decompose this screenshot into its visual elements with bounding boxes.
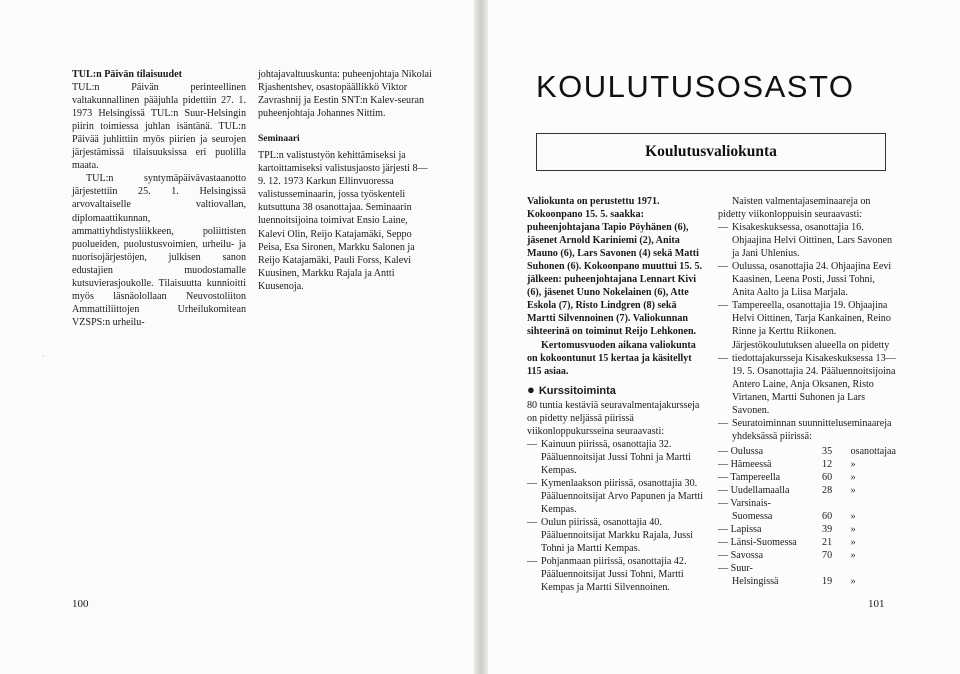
right-column-1 bbox=[527, 195, 707, 594]
table-row: — Hämeessä 12 » bbox=[718, 458, 856, 470]
page-number-right: 101 bbox=[868, 598, 885, 610]
org-training-list bbox=[718, 352, 896, 443]
committee-meetings: Kertomusvuoden aikana valiokunta on kokoontunut 15 kertaa ja käsitellyt 115 asiaa. bbox=[527, 339, 696, 377]
paragraph: johtajavaltuuskunta: puheenjohtaja Nikolai Rjashentshev, osastopäällikkö Viktor Zavrashnij ja Eestin SNT:n Kalev-seuran puheenjohtaja Johannes Nittim. bbox=[258, 69, 432, 120]
paragraph: Naisten valmentajaseminaareja on pidetty viikonloppuisin seuraavasti: bbox=[718, 196, 871, 221]
table-row: — Lapissa 39 » bbox=[718, 524, 856, 536]
right-column-2 bbox=[718, 195, 896, 588]
bullet-icon: ● bbox=[527, 381, 535, 397]
seminar-list bbox=[718, 221, 896, 338]
paragraph: TUL:n Päivän perinteellinen valtakunnallinen pääjuhla pidettiin 27. 1. 1973 Helsingissä TUL:n Suur-Helsingin piirin toimiessa juhlan isäntänä. TUL:n Päivää juhlittiin myös piirien ja seurojen järjestämissä tilaisuuksissa eri puolilla maata. bbox=[72, 82, 246, 172]
margin-mark: · bbox=[42, 352, 45, 361]
list-item: — Oulun piirissä, osanottajia 40. Pääluennoitsijat Markku Rajala, Jussi Tohni ja Martti Kempas. bbox=[527, 516, 707, 555]
book-gutter bbox=[474, 0, 488, 674]
course-list bbox=[527, 438, 707, 595]
paragraph: Järjestökoulutuksen alueella on pidetty bbox=[732, 339, 890, 351]
section-heading-seminar: Seminaari bbox=[258, 134, 300, 145]
list-item: — Kisakeskuksessa, osanottajia 16. Ohjaajina Helvi Oittinen, Lars Savonen ja Jani Uhlenius. bbox=[718, 221, 896, 260]
section-heading-tul-day: TUL:n Päivän tilaisuudet bbox=[72, 69, 182, 80]
table-row: — Uudellamaalla 28 » bbox=[718, 485, 856, 497]
paragraph: TPL:n valistustyön kehittämiseksi ja kartoittamiseksi valistusjaosto järjesti 8—9. 12. 1973 Karkun Ellinvuoressa valistusseminaarin, jossa työskenteli kutsuttuna 38 osanottajaa. Seminaarin luennoitsijoina toimivat Ensio Laine, Kalevi Olin, Reijo Katajamäki, Seppo Peisa, Esa Sironen, Markku Salonen ja Reijo Katajamäki, Pauli Forss, Kalevi Kuusinen, Markku Rajala ja Antti Kuusenoja. bbox=[258, 150, 428, 292]
table-row: — Suur- bbox=[718, 563, 753, 575]
left-column-1 bbox=[72, 68, 246, 329]
list-item: — Kainuun piirissä, osanottajia 32. Pääluennoitsijat Jussi Tohni ja Martti Kempas. bbox=[527, 438, 707, 477]
list-item: — Kymenlaakson piirissä, osanottajia 30. Pääluennoitsijat Arvo Papunen ja Martti Kempas. bbox=[527, 477, 707, 516]
section-title-box: Koulutusvaliokunta bbox=[536, 133, 886, 171]
table-row: — Savossa 70 » bbox=[718, 550, 856, 562]
left-page bbox=[0, 0, 478, 674]
list-item: — Seuratoiminnan suunnitteluseminaareja yhdeksässä piirissä: bbox=[718, 417, 896, 443]
list-item: — Oulussa, osanottajia 24. Ohjaajina Eevi Kaasinen, Leena Posti, Jussi Tohni, Anita Aalto ja Liisa Marjala. bbox=[718, 260, 896, 299]
page-title: KOULUTUSOSASTO bbox=[536, 69, 855, 104]
left-column-2 bbox=[258, 68, 433, 293]
list-item: — tiedottajakursseja Kisakeskuksessa 13—19. 5. Osanottajia 24. Pääluennoitsijoina Antero Laine, Anja Oksanen, Risto Virtanen, Martti Suhonen ja Lars Savonen. bbox=[718, 352, 896, 417]
table-row: Suomessa 60 » bbox=[732, 511, 856, 523]
table-row: Helsingissä 19 » bbox=[732, 576, 856, 588]
table-row: — Länsi-Suomessa 21 » bbox=[718, 537, 856, 549]
table-row: — Tampereella 60 » bbox=[718, 471, 856, 483]
table-row: — Oulussa 35 osanottajaa bbox=[718, 445, 896, 457]
participant-table bbox=[718, 445, 896, 589]
paragraph: TUL:n syntymäpäivävastaanotto järjestettiin 25. 1. Helsingissä arvovaltaiselle valtiovallan, diplomaattikunnan, ammattiyhdistysliikkeen, poliittisten puolueiden, puolustusvoimien, urheilu- ja nuorisojärjestöjen, julkisen sanon edustajien muodostamalle kutsuvierasjoukolle. Tilaisuutta kunnioitti myös läsnäolollaan Neuvostoliiton Ammattiliittojen Urheilukomitean VZSPS:n urheilu- bbox=[72, 173, 246, 328]
table-row: — Varsinais- bbox=[718, 498, 771, 510]
list-item: — Tampereella, osanottajia 19. Ohjaajina Helvi Oittinen, Tarja Kankainen, Reino Rinne ja Kerttu Riikonen. bbox=[718, 299, 896, 338]
section-heading-courses: ● Kurssitoiminta bbox=[527, 381, 616, 397]
page-number-left: 100 bbox=[72, 598, 89, 610]
committee-composition: Valiokunta on perustettu 1971. Kokoonpano 15. 5. saakka: puheenjohtajana Tapio Pöyhänen (6), jäsenet Arnold Kariniemi (2), Anita Mauno (6), Lars Savonen (4) sekä Matti Suhonen (6). Kokoonpano muuttui 15. 5. jälkeen: puheenjohtajana Lennart Kivi (6), jäsenet Uuno Nokelainen (6), Atte Eskola (7), Risto Lindgren (8) sekä Martti Silvennoinen (7). Valiokunnan sihteerinä on toiminut Reijo Lehkonen. bbox=[527, 196, 703, 338]
paragraph: 80 tuntia kestäviä seuravalmentajakursseja on pidetty neljässä piirissä viikonloppukursseina seuraavasti: bbox=[527, 399, 700, 437]
list-item: — Pohjanmaan piirissä, osanottajia 42. Pääluennoitsijat Jussi Tohni, Martti Kempas ja Martti Silvennoinen. bbox=[527, 555, 707, 594]
